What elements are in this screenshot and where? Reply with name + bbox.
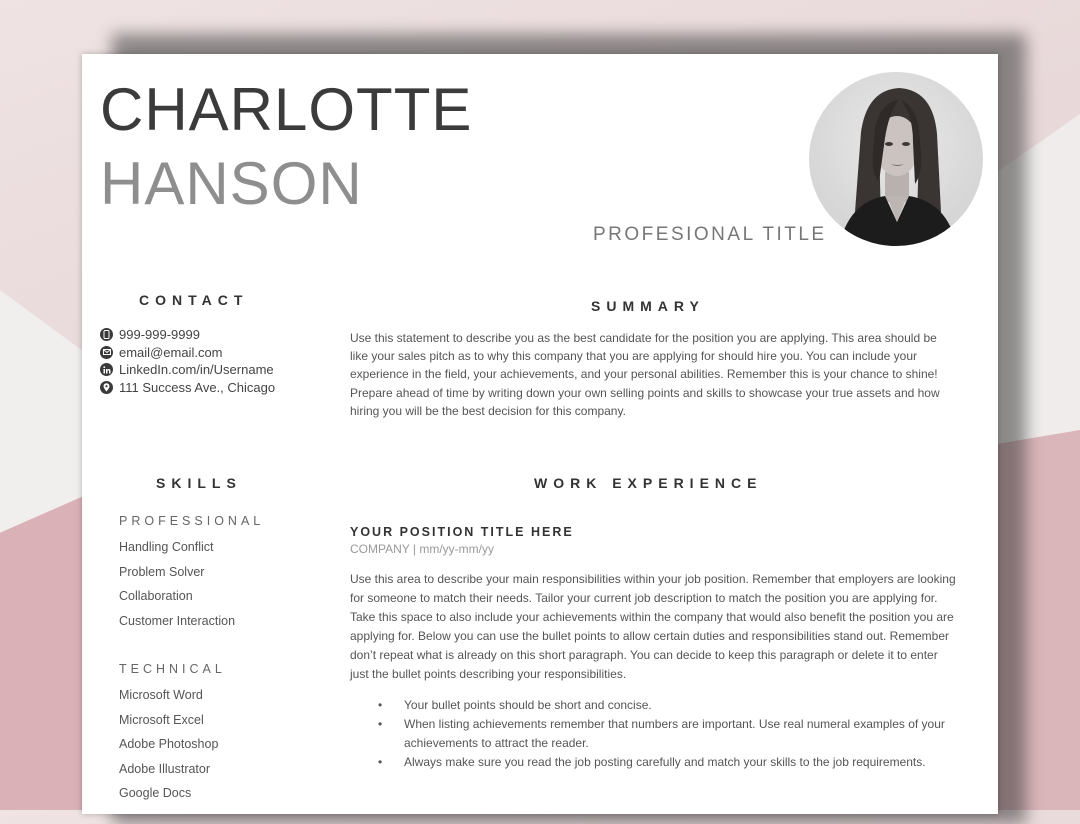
professional-title: PROFESIONAL TITLE — [593, 224, 827, 245]
contact-address-text: 111 Success Ave., Chicago — [119, 379, 276, 395]
summary-text: Use this statement to describe you as the best candidate for the position you are applying. This area should be like your sales pitch as to why this company that you are applying for should hire you. You can include your experience in the field, your achievements, and your personal abilities. Remember this is your chance to shine! Prepare ahead of time by writing down your own selling points and skills to showcase your true assets and how hiring you will be the best decision for this company. — [350, 331, 940, 418]
list-item: Problem Solver — [119, 564, 205, 579]
responsibility-bullets — [378, 696, 968, 772]
contact-list — [100, 326, 275, 396]
technical-skills-list — [119, 688, 218, 811]
summary-heading: SUMMARY — [591, 298, 705, 314]
work-experience-heading: WORK EXPERIENCE — [534, 475, 763, 491]
list-item: Customer Interaction — [119, 613, 236, 628]
resume-page — [82, 54, 998, 814]
bullet-item: • Always make sure you read the job posting carefully and match your skills to the job requirements. — [378, 753, 968, 772]
profile-photo — [809, 72, 983, 246]
position-title: YOUR POSITION TITLE HERE — [350, 525, 574, 539]
contact-linkedin — [100, 361, 275, 379]
skills-heading: SKILLS — [156, 475, 242, 491]
contact-phone-text: 999-999-9999 — [119, 327, 200, 343]
last-name: HANSON — [100, 150, 363, 217]
contact-phone — [100, 326, 275, 344]
contact-address — [100, 379, 275, 397]
company-dates: COMPANY | mm/yy-mm/yy — [350, 542, 494, 556]
bullet-item: • When listing achievements remember that numbers are important. Use real numeral examples of your achievements to attract the reader. — [378, 715, 968, 753]
list-item: Microsoft Word — [119, 688, 203, 702]
contact-email-text: email@email.com — [119, 344, 223, 360]
location-icon — [100, 381, 113, 394]
linkedin-icon — [100, 363, 113, 376]
professional-skills-heading: PROFESSIONAL — [119, 514, 265, 528]
list-item: Handling Conflict — [119, 540, 214, 554]
contact-linkedin-text: LinkedIn.com/in/Username — [119, 362, 274, 378]
list-item: Microsoft Excel — [119, 712, 204, 727]
list-item: Adobe Photoshop — [119, 737, 219, 751]
list-item: Google Docs — [119, 786, 192, 800]
list-item: Adobe Illustrator — [119, 761, 211, 776]
contact-heading: CONTACT — [139, 292, 249, 308]
phone-icon — [100, 328, 113, 341]
bullet-item: • Your bullet points should be short and concise. — [378, 696, 968, 715]
professional-skills-list — [119, 540, 235, 638]
job-description: Use this area to describe your main responsibilities within your job position. Remember that employers are looking for someone to match their needs. Tailor your current job description to match the position you are applying for. Take this space to also include your achievements within the company that would also benefit the position you are applying for. Below you can use the bullet points to allow certain duties and responsibilities stand out. Remember don’t repeat what is already on this short paragraph. You can decide to keep this paragraph or delete it to enter just the bullet points describing your responsibilities. — [350, 572, 956, 681]
email-icon — [100, 346, 113, 359]
contact-email — [100, 344, 275, 362]
first-name: CHARLOTTE — [100, 76, 473, 143]
technical-skills-heading: TECHNICAL — [119, 662, 226, 676]
list-item: Collaboration — [119, 589, 193, 603]
